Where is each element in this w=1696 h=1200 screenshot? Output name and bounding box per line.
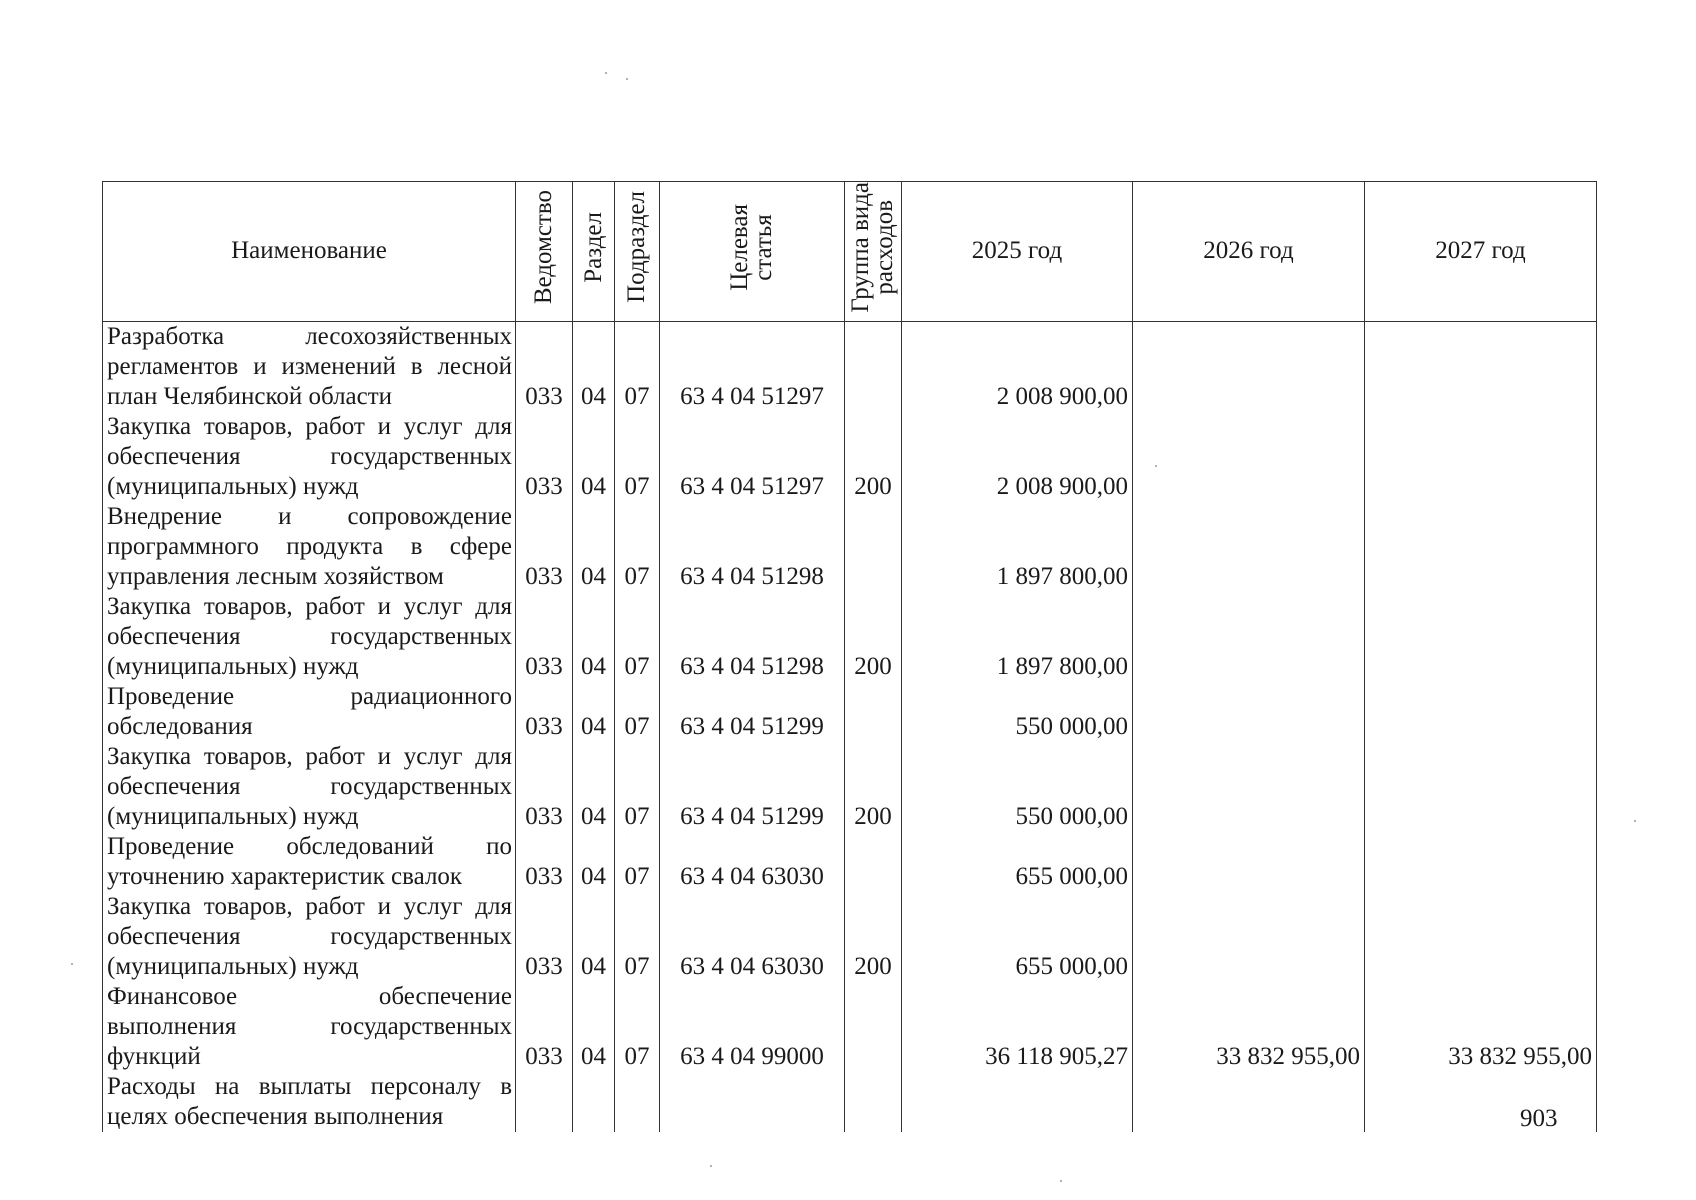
department-cell: 033 bbox=[516, 321, 573, 412]
amount-2026-cell bbox=[1133, 832, 1365, 892]
name-cell: Финансовое обеспечение выполнения государственных функций bbox=[103, 982, 516, 1072]
header-department: Ведомство bbox=[516, 182, 573, 322]
expense-group-cell bbox=[845, 982, 902, 1072]
table-row bbox=[103, 502, 1597, 592]
amount-2025-cell: 550 000,00 bbox=[902, 742, 1133, 832]
header-2027: 2027 год bbox=[1365, 182, 1597, 322]
target-article-cell: 63 4 04 51299 bbox=[660, 742, 845, 832]
table-header-row bbox=[103, 182, 1597, 322]
subsection-cell: 07 bbox=[615, 892, 660, 982]
name-cell: Расходы на выплаты персоналу в целях обеспечения выполнения bbox=[103, 1072, 516, 1132]
table-row bbox=[103, 1072, 1597, 1132]
table-row bbox=[103, 982, 1597, 1072]
section-cell: 04 bbox=[573, 592, 615, 682]
amount-2026-cell bbox=[1133, 412, 1365, 502]
subsection-cell: 07 bbox=[615, 742, 660, 832]
amount-2026-cell bbox=[1133, 592, 1365, 682]
amount-2027-cell bbox=[1365, 1072, 1597, 1132]
amount-2025-cell: 2 008 900,00 bbox=[902, 321, 1133, 412]
amount-2025-cell: 655 000,00 bbox=[902, 832, 1133, 892]
target-article-cell: 63 4 04 99000 bbox=[660, 982, 845, 1072]
table-row bbox=[103, 832, 1597, 892]
header-name: Наименование bbox=[103, 182, 516, 322]
section-cell: 04 bbox=[573, 892, 615, 982]
table-row bbox=[103, 742, 1597, 832]
subsection-cell bbox=[615, 1072, 660, 1132]
expense-group-cell bbox=[845, 1072, 902, 1132]
amount-2026-cell bbox=[1133, 892, 1365, 982]
scan-speck bbox=[1060, 1180, 1062, 1182]
amount-2025-cell: 36 118 905,27 bbox=[902, 982, 1133, 1072]
expense-group-cell: 200 bbox=[845, 742, 902, 832]
subsection-cell: 07 bbox=[615, 832, 660, 892]
name-cell: Закупка товаров, работ и услуг для обеспечения государственных (муниципальных) нужд bbox=[103, 592, 516, 682]
table-row bbox=[103, 412, 1597, 502]
target-article-cell: 63 4 04 63030 bbox=[660, 832, 845, 892]
budget-table bbox=[102, 181, 1597, 1132]
section-cell: 04 bbox=[573, 682, 615, 742]
department-cell: 033 bbox=[516, 412, 573, 502]
amount-2025-cell: 1 897 800,00 bbox=[902, 502, 1133, 592]
amount-2027-cell bbox=[1365, 682, 1597, 742]
table-row bbox=[103, 321, 1597, 412]
amount-2026-cell bbox=[1133, 502, 1365, 592]
department-cell: 033 bbox=[516, 832, 573, 892]
target-article-cell: 63 4 04 51297 bbox=[660, 412, 845, 502]
table-row bbox=[103, 592, 1597, 682]
header-target-article: Целевая статья bbox=[660, 182, 845, 322]
subsection-cell: 07 bbox=[615, 592, 660, 682]
section-cell: 04 bbox=[573, 412, 615, 502]
amount-2025-cell: 1 897 800,00 bbox=[902, 592, 1133, 682]
amount-2025-cell: 2 008 900,00 bbox=[902, 412, 1133, 502]
expense-group-cell: 200 bbox=[845, 892, 902, 982]
table-row bbox=[103, 682, 1597, 742]
table-body bbox=[103, 321, 1597, 1132]
subsection-cell: 07 bbox=[615, 412, 660, 502]
amount-2026-cell bbox=[1133, 321, 1365, 412]
expense-group-cell bbox=[845, 502, 902, 592]
scan-speck bbox=[71, 963, 73, 965]
section-cell: 04 bbox=[573, 832, 615, 892]
table-row bbox=[103, 892, 1597, 982]
target-article-cell: 63 4 04 51298 bbox=[660, 502, 845, 592]
subsection-cell: 07 bbox=[615, 502, 660, 592]
amount-2025-cell bbox=[902, 1072, 1133, 1132]
amount-2026-cell bbox=[1133, 682, 1365, 742]
section-cell: 04 bbox=[573, 502, 615, 592]
header-subsection: Подраздел bbox=[615, 182, 660, 322]
department-cell: 033 bbox=[516, 592, 573, 682]
amount-2027-cell bbox=[1365, 592, 1597, 682]
header-2025: 2025 год bbox=[902, 182, 1133, 322]
scan-speck bbox=[605, 72, 607, 74]
section-cell: 04 bbox=[573, 982, 615, 1072]
name-cell: Закупка товаров, работ и услуг для обеспечения государственных (муниципальных) нужд bbox=[103, 742, 516, 832]
department-cell: 033 bbox=[516, 742, 573, 832]
target-article-cell: 63 4 04 51298 bbox=[660, 592, 845, 682]
header-expense-group: Группа вида расходов bbox=[845, 182, 902, 322]
amount-2025-cell: 550 000,00 bbox=[902, 682, 1133, 742]
expense-group-cell: 200 bbox=[845, 412, 902, 502]
amount-2027-cell bbox=[1365, 742, 1597, 832]
department-cell: 033 bbox=[516, 982, 573, 1072]
amount-2026-cell bbox=[1133, 1072, 1365, 1132]
target-article-cell: 63 4 04 63030 bbox=[660, 892, 845, 982]
department-cell bbox=[516, 1072, 573, 1132]
name-cell: Проведение радиационного обследования bbox=[103, 682, 516, 742]
target-article-cell bbox=[660, 1072, 845, 1132]
expense-group-cell: 200 bbox=[845, 592, 902, 682]
name-cell: Закупка товаров, работ и услуг для обеспечения государственных (муниципальных) нужд bbox=[103, 892, 516, 982]
header-2026: 2026 год bbox=[1133, 182, 1365, 322]
amount-2027-cell bbox=[1365, 412, 1597, 502]
expense-group-cell bbox=[845, 832, 902, 892]
department-cell: 033 bbox=[516, 682, 573, 742]
name-cell: Закупка товаров, работ и услуг для обеспечения государственных (муниципальных) нужд bbox=[103, 412, 516, 502]
amount-2027-cell bbox=[1365, 321, 1597, 412]
section-cell: 04 bbox=[573, 321, 615, 412]
amount-2027-cell bbox=[1365, 502, 1597, 592]
section-cell bbox=[573, 1072, 615, 1132]
scan-speck bbox=[1634, 820, 1636, 822]
page-number: 903 bbox=[1520, 1105, 1558, 1132]
target-article-cell: 63 4 04 51297 bbox=[660, 321, 845, 412]
department-cell: 033 bbox=[516, 892, 573, 982]
scan-speck bbox=[1155, 465, 1157, 467]
amount-2027-cell: 33 832 955,00 bbox=[1365, 982, 1597, 1072]
amount-2027-cell bbox=[1365, 832, 1597, 892]
subsection-cell: 07 bbox=[615, 682, 660, 742]
expense-group-cell bbox=[845, 682, 902, 742]
name-cell: Разработка лесохозяйственных регламентов и изменений в лесной план Челябинской области bbox=[103, 321, 516, 412]
name-cell: Проведение обследований по уточнению характеристик свалок bbox=[103, 832, 516, 892]
header-section: Раздел bbox=[573, 182, 615, 322]
department-cell: 033 bbox=[516, 502, 573, 592]
expense-group-cell bbox=[845, 321, 902, 412]
amount-2025-cell: 655 000,00 bbox=[902, 892, 1133, 982]
amount-2027-cell bbox=[1365, 892, 1597, 982]
scan-speck bbox=[626, 78, 628, 80]
scan-speck bbox=[710, 1165, 712, 1167]
section-cell: 04 bbox=[573, 742, 615, 832]
name-cell: Внедрение и сопровождение программного продукта в сфере управления лесным хозяйством bbox=[103, 502, 516, 592]
subsection-cell: 07 bbox=[615, 321, 660, 412]
amount-2026-cell bbox=[1133, 742, 1365, 832]
subsection-cell: 07 bbox=[615, 982, 660, 1072]
amount-2026-cell: 33 832 955,00 bbox=[1133, 982, 1365, 1072]
target-article-cell: 63 4 04 51299 bbox=[660, 682, 845, 742]
